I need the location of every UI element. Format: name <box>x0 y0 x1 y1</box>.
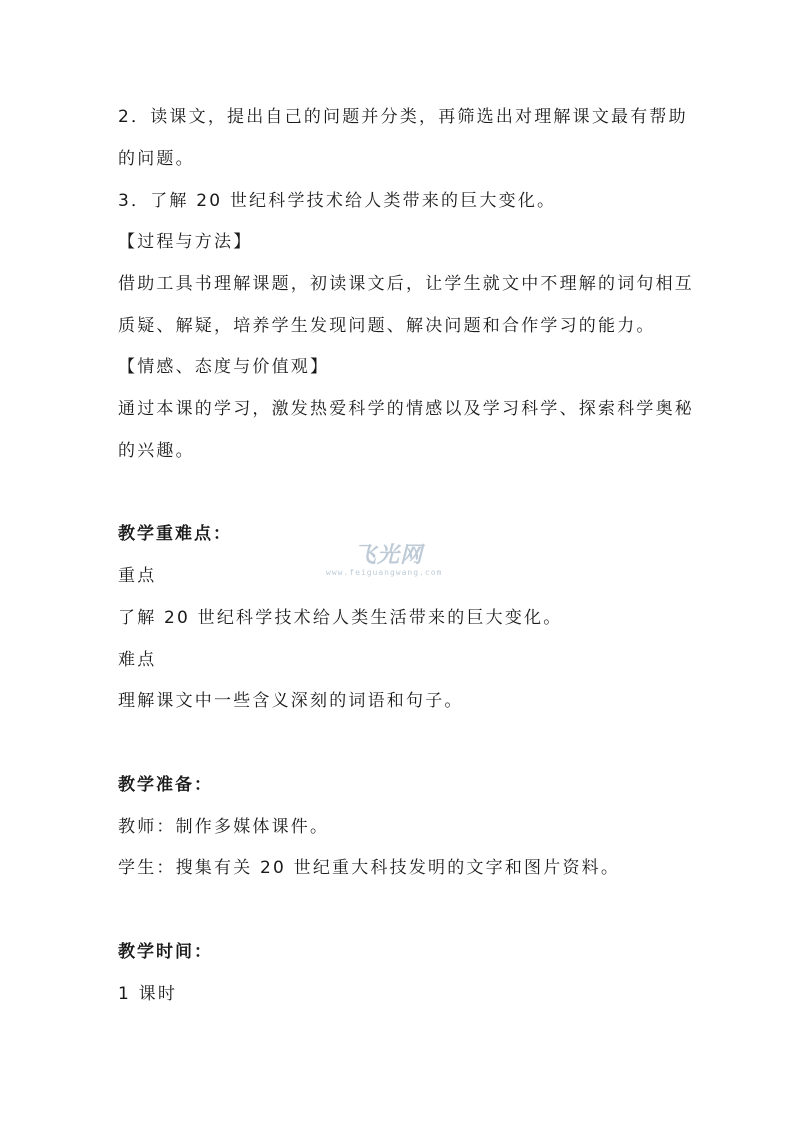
time-value: 1 课时 <box>118 984 178 1004</box>
key-point-text: 了解 20 世纪科学技术给人类生活带来的巨大变化。 <box>118 608 563 628</box>
process-text-line1: 借助工具书理解课题，初读课文后，让学生就文中不理解的词句相互 <box>118 274 694 294</box>
objective-3: 3．了解 20 世纪科学技术给人类带来的巨大变化。 <box>118 191 557 211</box>
preparation-teacher: 教师：制作多媒体课件。 <box>118 817 330 837</box>
key-points-heading: 教学重难点： <box>118 524 232 544</box>
time-heading: 教学时间： <box>118 942 213 962</box>
key-point-label: 重点 <box>118 566 157 586</box>
process-heading: 【过程与方法】 <box>118 232 253 252</box>
preparation-heading: 教学准备： <box>118 775 213 795</box>
watermark <box>326 538 466 588</box>
watermark-url: www.feiguangwang.com <box>326 568 443 577</box>
emotion-text-line2: 的兴趣。 <box>118 441 195 461</box>
preparation-student: 学生：搜集有关 20 世纪重大科技发明的文字和图片资料。 <box>118 858 621 878</box>
emotion-text-line1: 通过本课的学习，激发热爱科学的情感以及学习科学、探索科学奥秘 <box>118 399 694 419</box>
objective-2-line2: 的问题。 <box>118 149 195 169</box>
difficult-point-text: 理解课文中一些含义深刻的词语和句子。 <box>118 691 464 711</box>
emotion-heading: 【情感、态度与价值观】 <box>118 357 330 377</box>
objective-2-line1: 2．读课文，提出自己的问题并分类，再筛选出对理解课文最有帮助 <box>118 107 688 127</box>
watermark-logo: 飞光网 <box>354 543 424 568</box>
difficult-point-label: 难点 <box>118 650 157 670</box>
process-text-line2: 质疑、解疑，培养学生发现问题、解决问题和合作学习的能力。 <box>118 316 656 336</box>
